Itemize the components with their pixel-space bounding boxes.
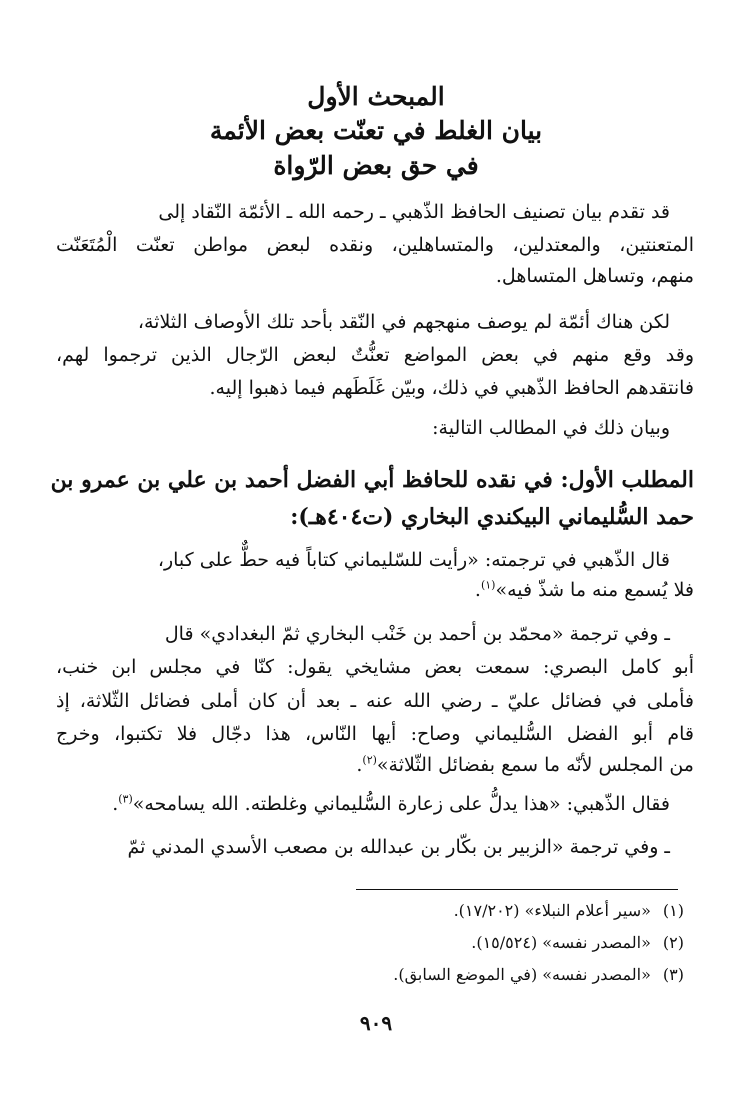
paragraph-4-text: من المجلس لأنّه ما سمع بفضائل الثّلاثة» [376, 754, 694, 776]
subsection-heading-line-1: المطلب الأول: في نقده للحافظ أبي الفضل أحمد بن علي بن عمرو بن [50, 467, 694, 493]
paragraph-5-end: . [112, 793, 119, 815]
footnote-1-text: «سير أعلام النبلاء» (١٧/٢٠٢). [453, 901, 651, 920]
quote-1-line-1: قال الذّهبي في ترجمته: «رأيت للسّليماني كتاباً فيه حطٌّ على كبار، [157, 549, 670, 571]
subsection-heading-line-2: حمد السُّليماني البيكندي البخاري (ت٤٠٤هـ): [290, 504, 694, 530]
footnote-ref-1: (١) [480, 578, 496, 592]
paragraph-1-line-3: منهم، وتساهل المتساهل. [495, 265, 694, 287]
section-subtitle-line-2: في حق بعض الرّواة [273, 151, 479, 180]
quote-1-text: فلا يُسمع منه ما شذّ فيه» [495, 579, 694, 601]
footnote-2-number: (٢) [662, 933, 684, 952]
paragraph-2-line-2: وقد وقع منهم في بعض المواضع تعنُّتٌ لبعض الرّجال الذين ترجموا لهم، [56, 344, 694, 366]
paragraph-1-line-1: قد تقدم بيان تصنيف الحافظ الذّهبي ـ رحمه الله ـ الأئمّة النّقاد إلى [158, 201, 670, 223]
paragraph-4-line-5 [356, 753, 694, 776]
paragraph-5-text: فقال الذّهبي: «هذا يدلُّ على زعارة السُّليماني وغلطته. الله يسامحه» [132, 793, 670, 815]
page-number: ٩٠٩ [359, 1011, 393, 1035]
footnote-ref-3: (٣) [118, 792, 133, 806]
paragraph-4-end: . [356, 754, 363, 776]
paragraph-4-line-1: ـ وفي ترجمة «محمّد بن أحمد بن خَنْب البخاري ثمّ البغدادي» قال [164, 623, 670, 645]
footnote-1-number: (١) [662, 901, 684, 920]
paragraph-4-line-3: فأملى في فضائل عليّ ـ رضي الله عنه ـ بعد أن كان أملى فضائل الثّلاثة، إذ [56, 690, 694, 712]
paragraph-3: وبيان ذلك في المطالب التالية: [432, 417, 670, 439]
footnote-3-text: «المصدر نفسه» (في الموضع السابق). [393, 965, 651, 984]
footnote-divider [356, 889, 678, 890]
quote-1-end: . [474, 579, 481, 601]
footnote-2 [471, 935, 684, 951]
paragraph-1-line-2: المتعنتين، والمعتدلين، والمتساهلين، ونقده لبعض مواطن تعنّت الْمُتَعَنّت [56, 234, 694, 256]
section-subtitle-line-1: بيان الغلط في تعنّت بعض الأئمة [209, 116, 543, 145]
paragraph-4-line-2: أبو كامل البصري: سمعت بعض مشايخي يقول: كنّا في مجلس ابن خنب، [56, 656, 694, 678]
footnote-3-number: (٣) [662, 965, 684, 984]
quote-1-line-2 [474, 578, 694, 601]
section-title: المبحث الأول [307, 82, 445, 111]
paragraph-4-line-4: قام أبو الفضل السُّليماني وصاح: أيها النّاس، هذا دجّال فلا تكتبوا، وخرج [56, 723, 694, 745]
paragraph-2-line-3: فانتقدهم الحافظ الذّهبي في ذلك، وبيّن غَلَطَهم فيما ذهبوا إليه. [209, 377, 694, 399]
footnote-ref-2: (٢) [362, 753, 377, 767]
footnote-2-text: «المصدر نفسه» (١٥/٥٢٤). [471, 933, 651, 952]
paragraph-2-line-1: لكن هناك أئمّة لم يوصف منهجهم في النّقد بأحد تلك الأوصاف الثلاثة، [137, 311, 670, 333]
footnote-1 [454, 903, 684, 919]
paragraph-5 [112, 792, 670, 815]
paragraph-6: ـ وفي ترجمة «الزبير بن بكّار بن عبدالله بن مصعب الأسدي المدني ثمّ [127, 836, 670, 858]
footnote-3 [393, 967, 684, 983]
